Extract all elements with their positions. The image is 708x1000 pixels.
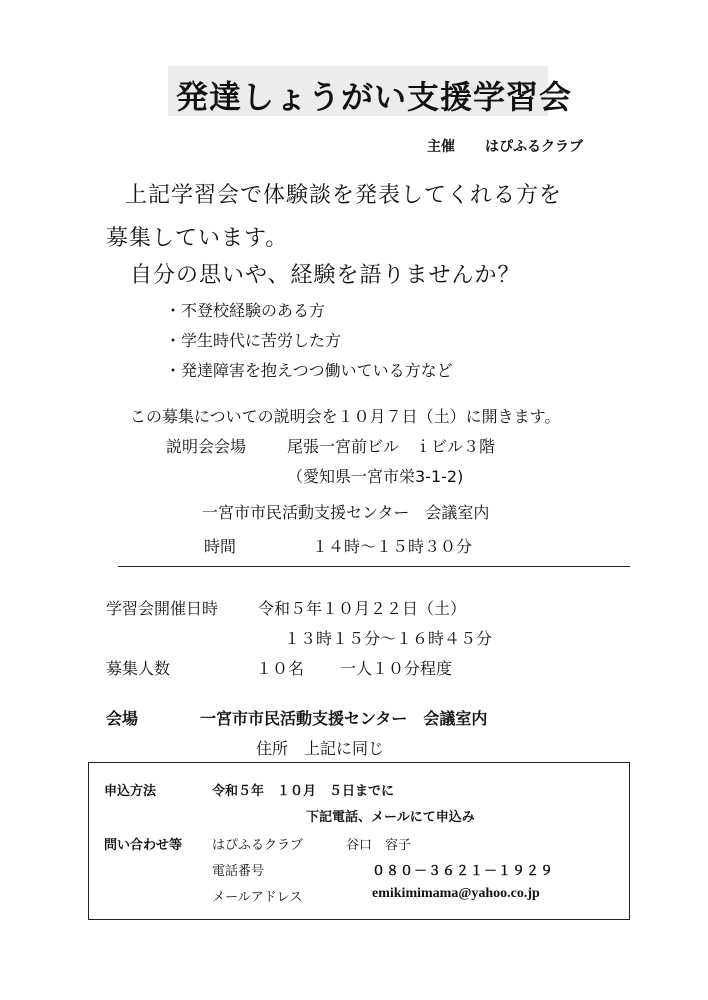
intro-line-1: 上記学習会で体験談を発表してくれる方を (125, 183, 563, 208)
intro-line-3: 自分の思いや、経験を語りませんか？ (130, 263, 521, 288)
event-date: 令和５年１０月２２日（土） (258, 599, 467, 618)
target-item-2: ・学生時代に苦労した方 (165, 331, 342, 350)
contact-person: 谷口 容子 (346, 838, 412, 853)
capacity-label: 募集人数 (106, 659, 171, 678)
sponsor-name: はぴふるクラブ (485, 139, 583, 155)
capacity-value: １０名 (256, 659, 305, 678)
contact-org: はぴふるクラブ (212, 838, 304, 853)
speaking-duration: 一人１０分程度 (340, 659, 453, 678)
briefing-announcement: この募集についての説明会を１０月７日（土）に開きます。 (130, 407, 561, 426)
briefing-venue: 尾張一宮前ビル ｉビル３階 (287, 437, 496, 456)
briefing-time-label: 時間 (204, 537, 237, 556)
section-divider (118, 566, 630, 567)
briefing-venue-label: 説明会会場 (166, 437, 247, 456)
event-venue-label: 会場 (106, 709, 139, 728)
sponsor-line (427, 136, 583, 156)
briefing-time: １４時～１５時３０分 (312, 537, 473, 556)
page-title: 発達しょうがい支援学習会 (176, 78, 573, 116)
contact-label: 問い合わせ等 (104, 838, 183, 853)
intro-line-2: 募集しています。 (106, 226, 289, 251)
method-label: 申込方法 (104, 784, 157, 799)
email-address[interactable]: emikimimama@yahoo.co.jp (372, 886, 540, 901)
briefing-address: （愛知県一宮市栄3-1-2) (287, 467, 464, 486)
target-item-1: ・不登校経験のある方 (165, 301, 326, 320)
email-label: メールアドレス (212, 890, 303, 905)
event-time: １３時１５分～１６時４５分 (284, 629, 493, 648)
event-address: 住所 上記に同じ (256, 739, 385, 758)
application-deadline: 令和５年 １０月 ５日までに (212, 784, 395, 799)
target-item-3: ・発達障害を抱えつつ働いている方など (165, 361, 453, 380)
phone-label: 電話番号 (212, 864, 265, 879)
application-method: 下記電話、メールにて申込み (306, 810, 475, 825)
event-date-label: 学習会開催日時 (106, 599, 219, 618)
phone-number[interactable]: ０８０－３６２１－１９２９ (372, 864, 555, 879)
event-venue: 一宮市市民活動支援センター 会議室内 (200, 709, 488, 728)
sponsor-label: 主催 (427, 139, 455, 155)
briefing-room: 一宮市市民活動支援センター 会議室内 (202, 503, 490, 522)
